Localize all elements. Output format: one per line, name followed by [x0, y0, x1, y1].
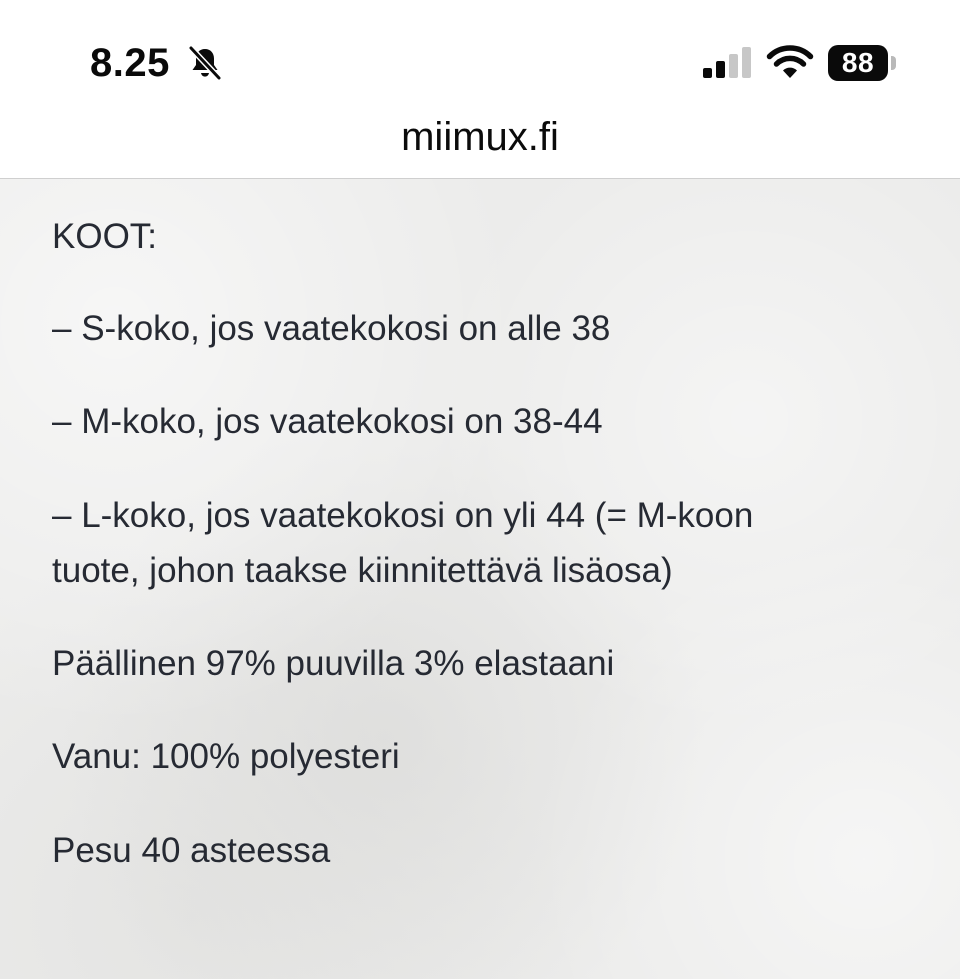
battery-icon: [828, 45, 898, 81]
wifi-icon: [766, 44, 814, 80]
status-bar: [0, 0, 960, 110]
padding-text: Vanu: 100% polyesteri: [52, 737, 400, 776]
cellular-signal-icon: [703, 46, 753, 80]
status-time: 8.25: [90, 41, 170, 85]
page-content: [0, 179, 960, 979]
material-text: Päällinen 97% puuvilla 3% elastaani: [52, 644, 615, 683]
sizes-heading: KOOT:: [52, 217, 158, 256]
battery-level: 88: [828, 45, 888, 81]
bell-slash-icon: [186, 44, 224, 82]
address-bar[interactable]: [0, 110, 960, 179]
size-m-text: – M-koko, jos vaatekokosi on 38-44: [52, 402, 603, 441]
size-l-text-line1: – L-koko, jos vaatekokosi on yli 44 (= M-koon: [52, 496, 754, 535]
size-l-text-line2: tuote, johon taakse kiinnitettävä lisäosa): [52, 551, 673, 590]
url-text[interactable]: miimux.fi: [401, 115, 559, 159]
battery-tip: [891, 56, 896, 70]
size-s-text: – S-koko, jos vaatekokosi on alle 38: [52, 309, 611, 348]
washing-text: Pesu 40 asteessa: [52, 831, 331, 870]
